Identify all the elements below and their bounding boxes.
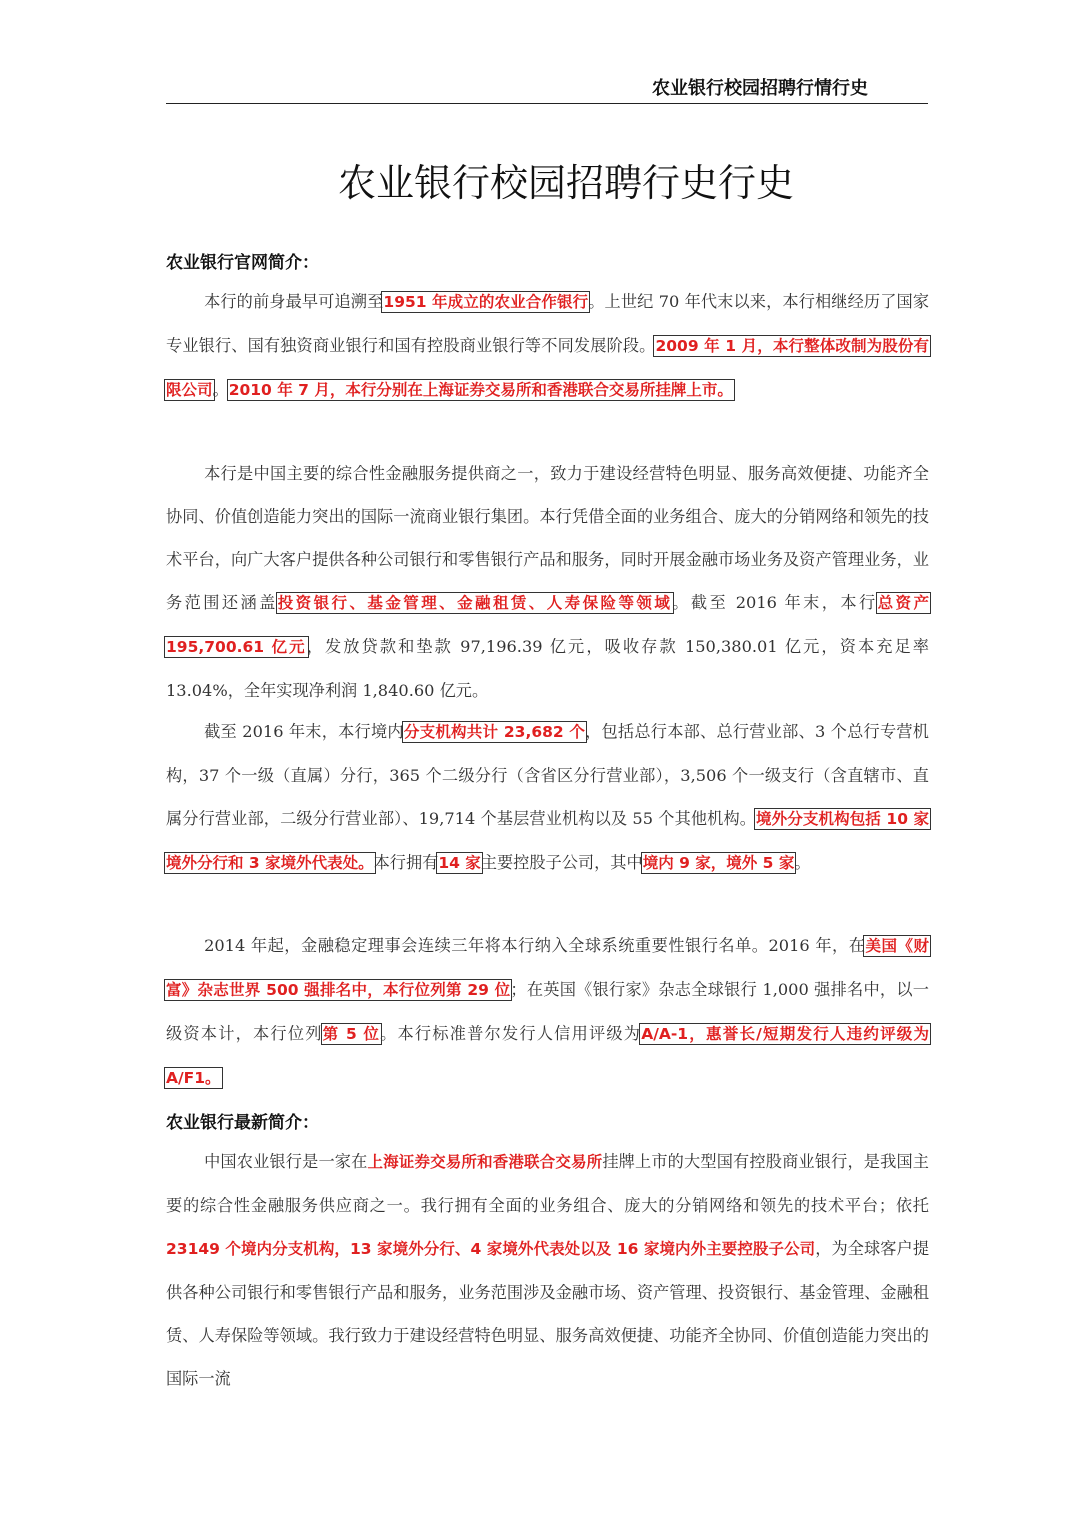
text: ；在英国《银行家》杂志全球银行 1,000 强排名中，以一级资本计，本行位列 [166, 980, 929, 1043]
highlight-listing: 2010 年 7 月，本行分别在上海证券交易所和香港联合交易所挂牌上市。 [228, 381, 733, 399]
text: 主要控股子公司，其中 [480, 853, 643, 872]
paragraph-latest [166, 1140, 929, 1400]
section-heading-latest: 农业银行最新简介： [166, 1113, 319, 1133]
header-title: 农业银行校园招聘行情行史 [652, 78, 868, 99]
highlight-fortune-rank: 美国《财富》杂志世界 500 强排名中，本行位列第 29 位 [166, 937, 929, 999]
text: 截至 2016 年末，本行境内 [204, 722, 404, 741]
highlight-subsidiary-split: 境内 9 家，境外 5 家 [642, 854, 795, 872]
paragraph-business [166, 452, 929, 712]
text: ，包括总行本部、总行营业部、3 个总行专营机构，37 个一级（直属）分行，365 个二级分行（含省区分行营业部），3,506 个一级支行（含直辖市、直属分行营业部，二级分行营业部）、19,714 个基层营业机构以及 55 个其他机构。 [166, 722, 929, 828]
text: ，发放贷款和垫款 97,196.39 亿元，吸收存款 150,380.01 亿元，资本充足率 13.04%，全年实现净利润 1,840.60 亿元。 [166, 637, 929, 700]
text: 本行是中国主要的综合性金融服务提供商之一，致力于建设经营特色明显、服务高效便捷、功能齐全协同、价值创造能力突出的国际一流商业银行集团。本行凭借全面的业务组合、庞大的分销网络和领先的技术平台，向广大客户提供各种公司银行和零售银行产品和服务，同时开展金融市场业务及资产管理业务，业务范围还涵盖 [166, 464, 929, 612]
paragraph-branches [166, 710, 929, 885]
highlight-subsidiaries: 14 家 [438, 854, 481, 872]
highlight-banker-rank: 第 5 位 [322, 1025, 381, 1043]
red-exchanges: 上海证券交易所和香港联合交易所 [367, 1153, 603, 1171]
text: 本行的前身最早可追溯至 [204, 292, 384, 311]
text: 中国农业银行是一家在 [204, 1152, 368, 1171]
text: 。截至 2016 年末，本行 [672, 593, 878, 612]
highlight-total-assets: 总资产 195,700.61 亿元 [166, 594, 929, 656]
highlight-overseas: 境外分支机构包括 10 家境外分行和 3 家境外代表处。 [166, 810, 929, 872]
text: 本行拥有 [373, 853, 439, 872]
highlight-business-scope: 投资银行、基金管理、金融租赁、人寿保险等领域 [277, 594, 673, 612]
red-network: 23149 个境内分支机构，13 家境外分行、4 家境外代表处以及 16 家境内外主要控股子公司 [166, 1240, 816, 1258]
text: 挂牌上市的大型国有控股商业银行，是我国主要的综合性金融服务供应商之一。我行拥有全面的业务组合、庞大的分销网络和领先的技术平台；依托 [166, 1152, 929, 1215]
text: 。本行标准普尔发行人信用评级为 [380, 1024, 642, 1043]
text: 。 [212, 380, 229, 399]
text: 。上世纪 70 年代末以来，本行相继经历了国家专业银行、国有独资商业银行和国有控股商业银行等不同发展阶段。 [166, 292, 930, 355]
text: 。 [794, 853, 811, 872]
highlight-branch-count: 分支机构共计 23,682 个 [403, 723, 586, 741]
header-rule [166, 103, 928, 104]
highlight-founding: 1951 年成立的农业合作银行 [383, 293, 589, 311]
document-title: 农业银行校园招聘行史行史 [337, 161, 794, 205]
paragraph-history [166, 280, 929, 412]
highlight-ratings: A/A-1，惠誉长/短期发行人违约评级为 A/F1。 [166, 1025, 930, 1087]
text: ，为全球客户提供各种公司银行和零售银行产品和服务，业务范围涉及金融市场、资产管理、投资银行、基金管理、金融租赁、人寿保险等领域。我行致力于建设经营特色明显、服务高效便捷、功能齐全协同、价值创造能力突出的国际一流 [166, 1239, 930, 1388]
highlight-restructure: 2009 年 1 月，本行整体改制为股份有限公司 [166, 337, 929, 399]
text: 2014 年起，金融稳定理事会连续三年将本行纳入全球系统重要性银行名单。2016 年，在 [204, 936, 866, 955]
paragraph-rankings [166, 924, 929, 1100]
section-heading-official: 农业银行官网简介： [166, 253, 319, 273]
